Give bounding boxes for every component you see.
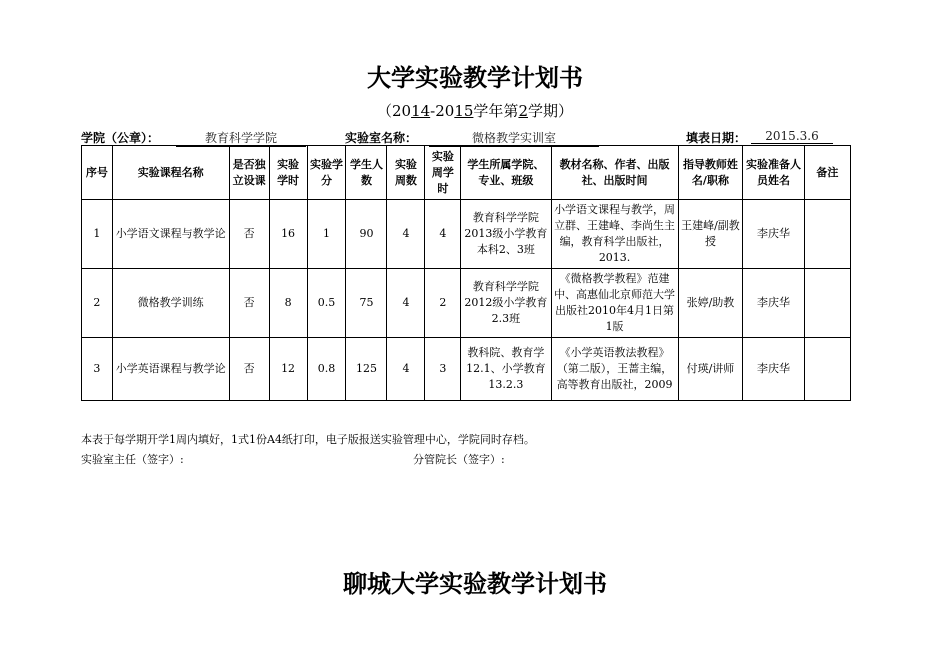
table-cell: 3	[82, 338, 113, 401]
table-cell: 小学英语课程与教学论	[112, 338, 229, 401]
table-cell: 1	[307, 200, 346, 269]
table-cell: 12	[269, 338, 307, 401]
header-cell: 实验周数	[387, 146, 425, 200]
table-cell: 王建峰/副教授	[678, 200, 743, 269]
footnote: 本表于每学期开学1周内填好，1式1份A4纸打印，电子版报送实验管理中心，学院同时存档。	[81, 433, 535, 446]
table-cell: 4	[425, 200, 461, 269]
subtitle-term: 2	[518, 102, 528, 120]
fill-date-label: 填表日期：	[686, 131, 747, 145]
header-cell: 序号	[82, 146, 113, 200]
subtitle-dash: -20	[430, 102, 455, 120]
table-row	[82, 338, 851, 401]
lab-name-label: 实验室名称：	[345, 131, 418, 145]
header-cell: 学生人数	[346, 146, 387, 200]
table-cell: 0.8	[307, 338, 346, 401]
table-cell: 教育科学学院2012级小学教育2.3班	[461, 269, 551, 338]
info-line	[81, 129, 861, 145]
plan-table	[81, 145, 851, 401]
header-cell: 实验准备人员姓名	[743, 146, 805, 200]
table-cell: 付瑛/讲师	[678, 338, 743, 401]
table-cell: 李庆华	[743, 338, 805, 401]
table-cell	[804, 269, 850, 338]
table-cell: 8	[269, 269, 307, 338]
subtitle-close: 学期）	[527, 102, 573, 120]
subtitle-open: （20	[376, 102, 412, 120]
fill-date-value: 2015.3.6	[751, 129, 833, 144]
table-cell: 4	[387, 200, 425, 269]
table-cell: 微格教学训练	[112, 269, 229, 338]
header-cell: 实验课程名称	[112, 146, 229, 200]
second-document-title: 聊城大学实验教学计划书	[343, 570, 607, 598]
table-cell: 125	[346, 338, 387, 401]
table-cell: 张婷/助教	[678, 269, 743, 338]
header-cell: 实验周学时	[425, 146, 461, 200]
table-cell: 1	[82, 200, 113, 269]
table-cell: 《小学英语教法教程》（第二版），王蔷主编，高等教育出版社，2009	[551, 338, 678, 401]
table-cell: 《微格教学教程》范建中、高惠仙北京师范大学出版社2010年4月1日第1版	[551, 269, 678, 338]
table-cell: 4	[387, 338, 425, 401]
table-cell: 小学语文课程与教学，周立群、王建峰、李尚生主编，教育科学出版社，2013.	[551, 200, 678, 269]
table-cell: 0.5	[307, 269, 346, 338]
college-value: 教育科学学院	[176, 129, 306, 147]
table-cell: 教育科学学院2013级小学教育本科2、3班	[461, 200, 551, 269]
semester-subtitle	[0, 100, 950, 121]
table-cell: 否	[229, 269, 269, 338]
table-cell: 小学语文课程与教学论	[112, 200, 229, 269]
table-row	[82, 200, 851, 269]
header-cell: 是否独立设课	[229, 146, 269, 200]
table-cell: 李庆华	[743, 200, 805, 269]
table-cell: 3	[425, 338, 461, 401]
lab-name-value: 微格教学实训室	[429, 129, 599, 147]
header-cell: 学生所属学院、专业、班级	[461, 146, 551, 200]
table-cell: 75	[346, 269, 387, 338]
director-signature-label: 实验室主任（签字）:	[81, 453, 184, 466]
subtitle-year1: 14	[411, 102, 431, 120]
table-cell: 16	[269, 200, 307, 269]
table-cell: 否	[229, 200, 269, 269]
dean-signature-label: 分管院长（签字）:	[413, 453, 505, 466]
subtitle-year2: 15	[454, 102, 474, 120]
table-row	[82, 269, 851, 338]
header-cell: 备注	[804, 146, 850, 200]
table-cell	[804, 200, 850, 269]
table-header-row	[82, 146, 851, 200]
header-cell: 实验学时	[269, 146, 307, 200]
document-title: 大学实验教学计划书	[367, 64, 583, 92]
table-cell	[804, 338, 850, 401]
table-cell: 2	[82, 269, 113, 338]
table-cell: 4	[387, 269, 425, 338]
table-cell: 否	[229, 338, 269, 401]
header-cell: 实验学分	[307, 146, 346, 200]
table-cell: 90	[346, 200, 387, 269]
header-cell: 教材名称、作者、出版社、出版时间	[551, 146, 678, 200]
table-cell: 教科院、教育学12.1、小学教育13.2.3	[461, 338, 551, 401]
college-label: 学院（公章）：	[81, 131, 160, 145]
table-cell: 李庆华	[743, 269, 805, 338]
table-cell: 2	[425, 269, 461, 338]
subtitle-mid: 学年第	[473, 102, 519, 120]
header-cell: 指导教师姓名/职称	[678, 146, 743, 200]
